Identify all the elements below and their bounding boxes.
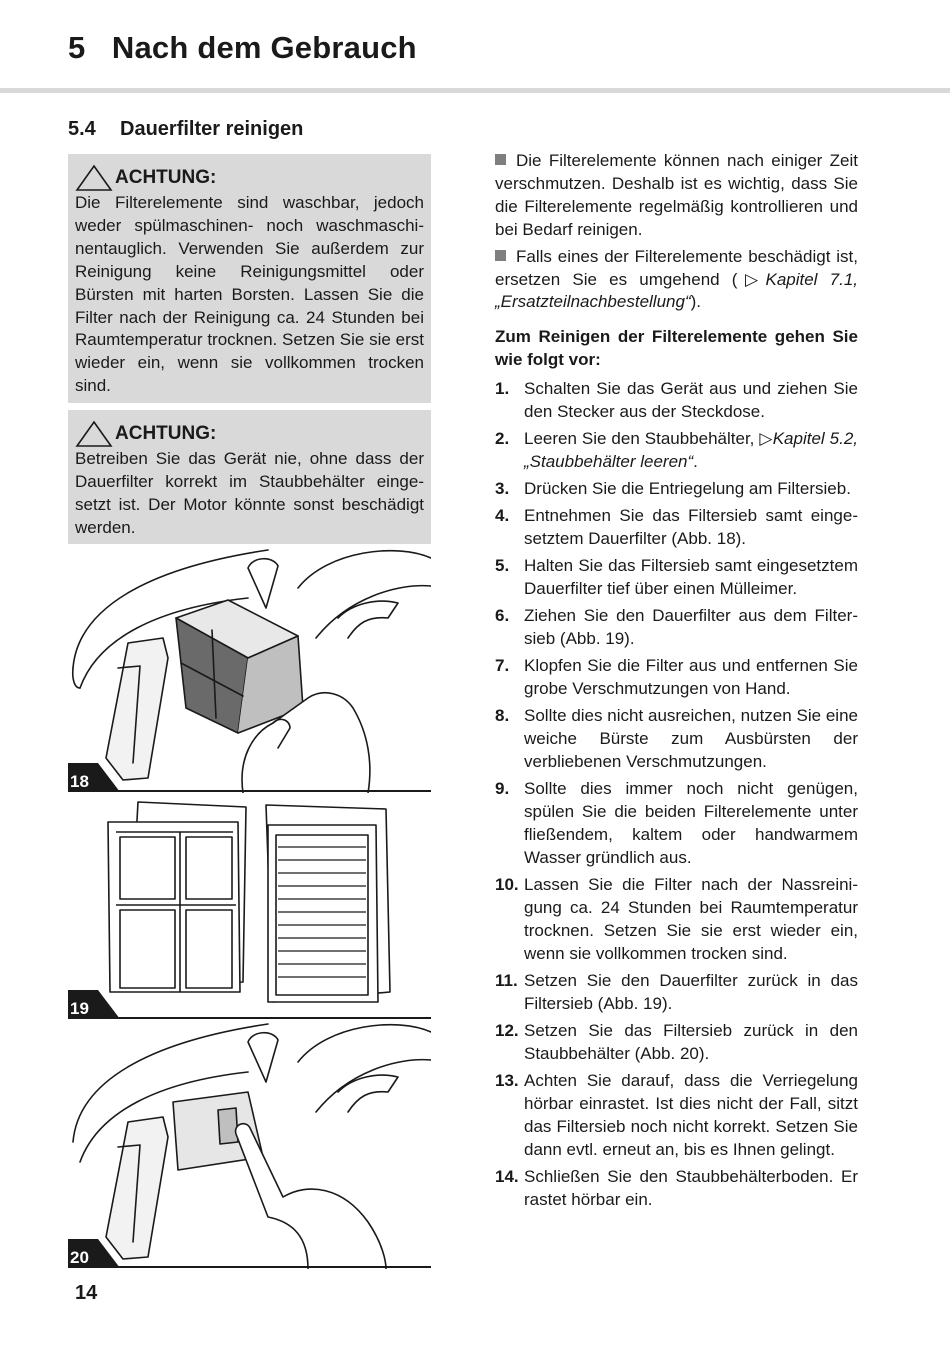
step-number: 12. <box>495 1020 519 1040</box>
step-text: Schalten Sie das Gerät aus und ziehen Sie den Stecker aus der Steckdose. <box>524 379 858 422</box>
chapter-title-text: Nach dem Gebrauch <box>111 30 417 65</box>
step-text: Sollte dies nicht ausreichen, nutzen Sie eine weiche Bürste zum Ausbürsten der verbliebenen Verschmutzungen. <box>524 706 858 772</box>
instructions-column <box>495 150 858 1216</box>
step-text: Ziehen Sie den Dauerfilter aus dem Filtersieb (Abb. 19). <box>524 606 858 649</box>
step-text: Achten Sie darauf, dass die Verriegelung hörbar einrastet. Ist dies nicht der Fall, sitzt das Filtersieb noch nicht korrekt. Setzen Sie dann evtl. erneut an, bis es Ihnen gelingt. <box>524 1070 858 1159</box>
warning-box-1 <box>68 154 431 403</box>
figure-20-illustration <box>68 1022 431 1269</box>
chapter-title <box>68 30 417 66</box>
figure-baseline <box>68 790 431 792</box>
warning-label: ACHTUNG: <box>115 166 217 188</box>
note-text: Die Filterelemente können nach einiger Zeit verschmutzen. Deshalb ist es wichtig, dass Sie die Filterelemente regelmäßig kontrollieren und bei Bedarf reinigen. <box>495 151 858 239</box>
figure-number: 20 <box>70 1248 89 1267</box>
figure-baseline <box>68 1266 431 1268</box>
list-item <box>495 655 858 701</box>
reference-arrow-icon: ▷ <box>759 429 773 449</box>
warning-text: Die Filterelemente sind waschbar, jedoch weder spülmaschinen- noch waschmaschinentauglich. Verwenden Sie außerdem zur Reinigung keine Reinigungsmittel oder Bürsten mit harten Borsten. Lassen Sie die Filter nach der Reinigung ca. 24 Stunden bei Raumtemperatur trocknen. Setzen Sie sie erst wieder ein, wenn sie vollkommen trocken sind. <box>75 193 424 396</box>
list-item <box>495 970 858 1016</box>
note-1 <box>495 150 858 242</box>
warning-text: Betreiben Sie das Gerät nie, ohne dass der Dauerfilter korrekt im Staubbehälter eingesetzt ist. Der Motor könnte sonst beschädigt werden. <box>75 449 424 537</box>
list-item <box>495 505 858 551</box>
step-number: 2. <box>495 429 510 449</box>
list-item <box>495 778 858 870</box>
square-bullet-icon <box>495 250 506 261</box>
note-2 <box>495 246 858 315</box>
step-number: 6. <box>495 606 510 626</box>
step-text: Setzen Sie den Dauerfilter zurück in das Filtersieb (Abb. 19). <box>524 970 858 1013</box>
step-text: Klopfen Sie die Filter aus und entfernen Sie grobe Verschmutzungen von Hand. <box>524 656 858 699</box>
step-number: 10. <box>495 874 519 894</box>
figure-number: 19 <box>70 999 89 1018</box>
figure-baseline <box>68 1017 431 1019</box>
warning-box-2 <box>68 410 431 544</box>
step-number: 13. <box>495 1070 519 1090</box>
step-text: Halten Sie das Filtersieb samt eingesetztem Dauerfilter tief über einen Mülleimer. <box>524 556 858 599</box>
cross-reference-link[interactable]: Kapitel 7.1, „Ersatzteilnachbestellung“ <box>495 269 859 312</box>
step-number: 9. <box>495 779 510 799</box>
list-item <box>495 555 858 601</box>
section-title-text: Dauerfilter reinigen <box>120 118 304 140</box>
list-item <box>495 705 858 774</box>
step-number: 1. <box>495 379 510 399</box>
page-number: 14 <box>75 1282 98 1304</box>
step-text: Setzen Sie das Filtersieb zurück in den Staubbehälter (Abb. 20). <box>524 1020 858 1063</box>
list-item <box>495 874 858 966</box>
warning-heading <box>75 420 424 448</box>
section-number: 5.4 <box>68 118 96 140</box>
step-text: Lassen Sie die Filter nach der Nassreinigung ca. 24 Stunden bei Raumtemperatur trocknen. Setzen Sie sie erst wieder ein, wenn sie vollkommen trocken sind. <box>524 874 858 963</box>
list-item <box>495 428 858 474</box>
section-title <box>68 118 303 141</box>
chapter-divider <box>0 88 950 93</box>
figure-18 <box>68 548 431 793</box>
warning-triangle-icon <box>75 420 113 448</box>
step-text-end: . <box>693 452 698 472</box>
figure-18-illustration <box>68 548 431 793</box>
list-item <box>495 1070 858 1162</box>
list-item <box>495 378 858 424</box>
step-number: 4. <box>495 506 510 526</box>
step-number: 7. <box>495 656 510 676</box>
cross-reference-link[interactable]: Kapitel 5.2, „Staubbehälter leeren“ <box>524 429 859 472</box>
step-number: 5. <box>495 556 510 576</box>
warning-label: ACHTUNG: <box>115 422 217 444</box>
step-text: Schließen Sie den Staubbehälterboden. Er rastet hörbar ein. <box>524 1166 858 1209</box>
figure-number: 18 <box>70 772 89 791</box>
warning-triangle-icon <box>75 164 113 192</box>
figure-20 <box>68 1022 431 1269</box>
step-text: Entnehmen Sie das Filtersieb samt eingesetztem Dauerfilter (Abb. 18). <box>524 506 858 549</box>
reference-arrow-icon: ▷ <box>737 269 766 289</box>
step-text: Leeren Sie den Staubbehälter, <box>524 429 760 449</box>
note-text: Falls eines der Filterelemente beschädigt ist, ersetzen Sie es umgehend ( <box>495 246 858 289</box>
step-number: 11. <box>495 970 518 990</box>
step-text: Sollte dies immer noch nicht genügen, spülen Sie die beiden Filterelemente unter fließendem, kaltem oder handwarmem Wasser gründlich aus. <box>524 779 858 867</box>
note-text: ). <box>690 292 701 312</box>
figure-19 <box>68 797 431 1020</box>
list-item <box>495 1020 858 1066</box>
list-item <box>495 605 858 651</box>
list-item <box>495 1166 858 1212</box>
step-number: 8. <box>495 706 510 726</box>
procedure-intro: Zum Reinigen der Filterelemente gehen Sie wie folgt vor: <box>495 327 858 370</box>
step-number: 14. <box>495 1166 519 1186</box>
list-item <box>495 478 858 501</box>
figure-19-illustration <box>68 797 431 1020</box>
procedure-steps <box>495 378 858 1211</box>
step-text: Drücken Sie die Entriegelung am Filtersieb. <box>524 479 851 499</box>
chapter-number: 5 <box>68 30 86 65</box>
step-number: 3. <box>495 479 510 499</box>
step-text-container <box>524 428 858 474</box>
square-bullet-icon <box>495 154 506 165</box>
warning-heading <box>75 164 424 192</box>
